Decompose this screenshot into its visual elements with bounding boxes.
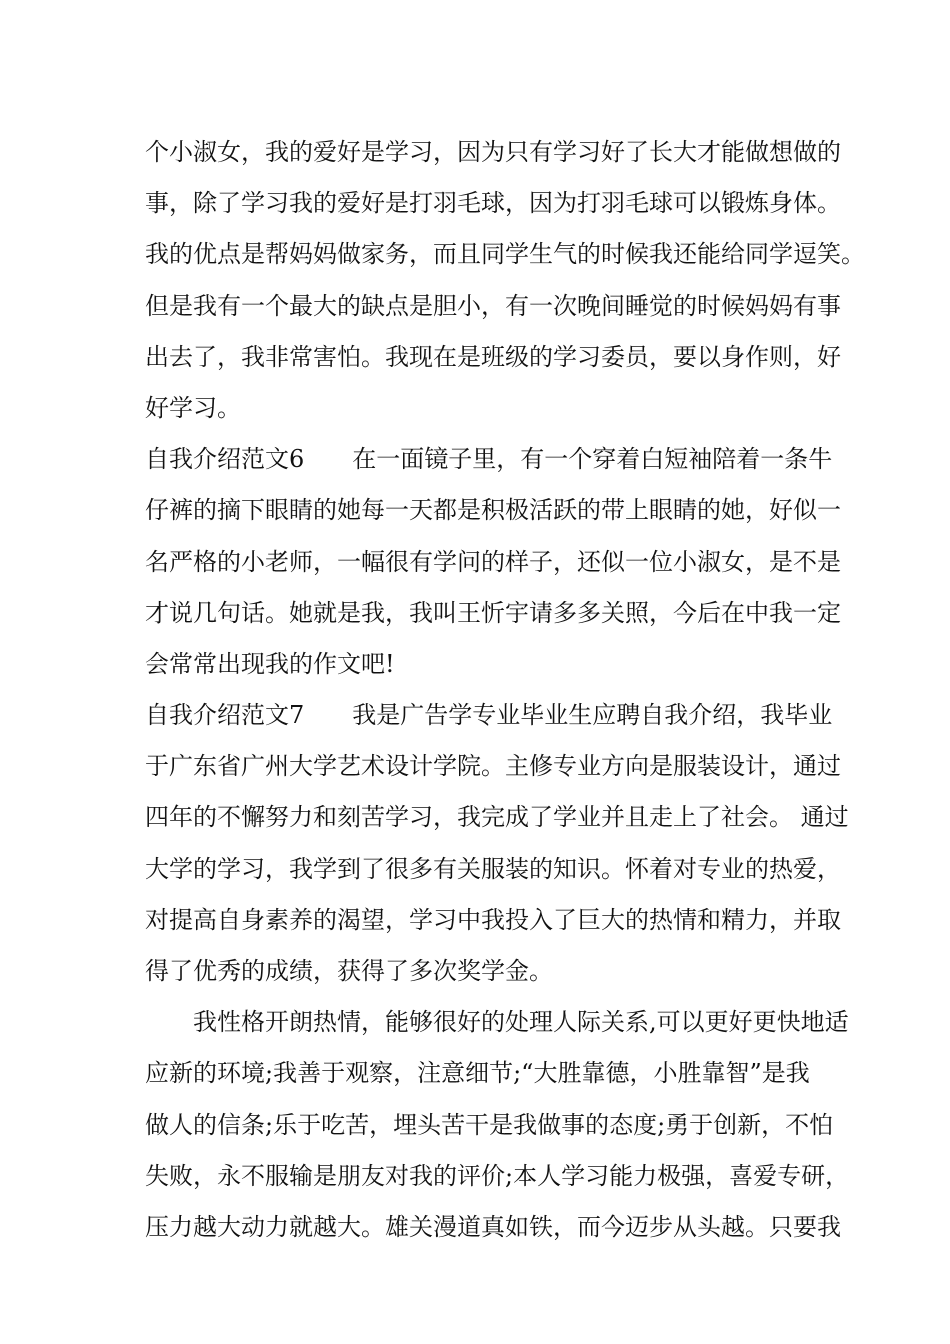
- text-line: 大学的学习，我学到了很多有关服装的知识。怀着对专业的热爱，: [145, 854, 841, 883]
- text-line: 但是我有一个最大的缺点是胆小，有一次晚间睡觉的时候妈妈有事: [145, 291, 841, 320]
- text-line: 个小淑女，我的爱好是学习，因为只有学习好了长大才能做想做的: [145, 138, 841, 166]
- text-line: 于广东省广州大学艺术设计学院。主修专业方向是服装设计，通过: [145, 752, 841, 781]
- text-line: 失败，永不服输是朋友对我的评价;本人学习能力极强，喜爱专研，: [145, 1161, 850, 1190]
- text-line: 做人的信条;乐于吃苦，埋头苦干是我做事的态度;勇于创新，不怕: [145, 1110, 834, 1139]
- text-line: 仔裤的摘下眼睛的她每一天都是积极活跃的带上眼睛的她，好似一: [145, 496, 841, 525]
- paragraph-start-line: 我性格开朗热情，能够很好的处理人际关系,可以更好更快地适: [145, 1008, 849, 1037]
- text-line: 我的优点是帮妈妈做家务，而且同学生气的时候我还能给同学逗笑。: [145, 240, 865, 269]
- text-line: 应新的环境;我善于观察，注意细节;“大胜靠德，小胜靠智”是我: [145, 1059, 810, 1088]
- text-line: 对提高自身素养的渴望，学习中我投入了巨大的热情和精力，并取: [145, 905, 841, 934]
- text-line: 好学习。: [145, 393, 241, 422]
- text-line: 四年的不懈努力和刻苦学习，我完成了学业并且走上了社会。 通过: [145, 803, 849, 832]
- text-line: 出去了，我非常害怕。我现在是班级的学习委员，要以身作则，好: [145, 342, 841, 371]
- text-line: 压力越大动力就越大。雄关漫道真如铁，而今迈步从头越。只要我: [145, 1212, 841, 1241]
- text-line: 名严格的小老师，一幅很有学问的样子，还似一位小淑女，是不是: [145, 547, 841, 576]
- text-line: 事，除了学习我的爱好是打羽毛球，因为打羽毛球可以锻炼身体。: [145, 189, 841, 218]
- section-heading-line: 自我介绍范文6 在一面镜子里，有一个穿着白短袖陪着一条牛: [145, 445, 833, 474]
- text-line: 得了优秀的成绩，获得了多次奖学金。: [145, 957, 553, 985]
- section-heading-line: 自我介绍范文7 我是广告学专业毕业生应聘自我介绍，我毕业: [145, 701, 833, 730]
- text-line: 会常常出现我的作文吧!: [145, 649, 395, 678]
- body-text: [145, 127, 865, 1253]
- text-line: 才说几句话。她就是我，我叫王忻宇请多多关照，今后在中我一定: [145, 598, 841, 627]
